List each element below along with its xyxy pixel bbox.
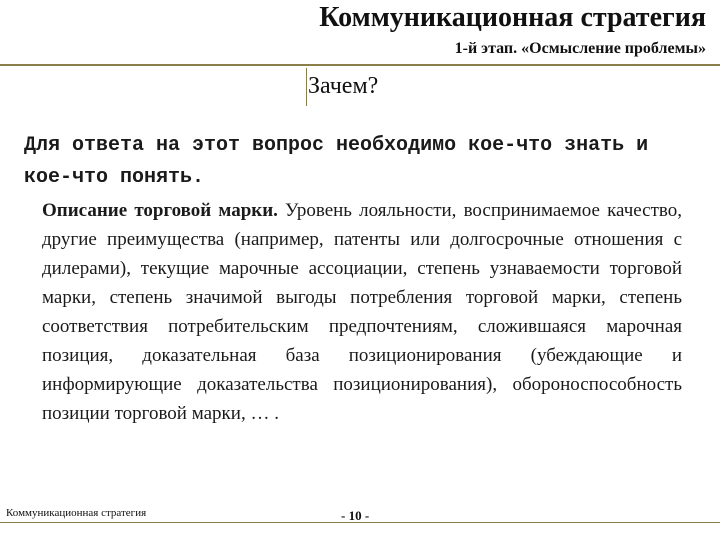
slide-subtitle: 1-й этап. «Осмысление проблемы» bbox=[454, 40, 706, 57]
slide-title: Коммуникационная стратегия bbox=[319, 2, 706, 33]
question-heading: Зачем? bbox=[308, 73, 379, 99]
body-bold-lead: Описание торговой марки. bbox=[42, 200, 278, 221]
header-divider bbox=[0, 64, 720, 66]
question-divider bbox=[306, 68, 307, 106]
body-paragraph bbox=[42, 196, 682, 428]
body-text: Уровень лояльности, воспринимаемое качество, другие преимущества (например, патенты или долгосрочные отношения с дилерами), текущие марочные ассоциации, степень узнаваемости торговой марки, степень значимой выгоды потребления торговой марки, степень соответствия потребительским предпочтениям, сложившаяся марочная позиция, доказательная база позиционирования (убеждающие и информирующие доказательства позиционирования), обороноспособность позиции торговой марки, … . bbox=[42, 200, 682, 424]
page-number: - 10 - bbox=[341, 508, 370, 523]
footer-label: Коммуникационная стратегия bbox=[6, 507, 147, 519]
lead-paragraph: Для ответа на этот вопрос необходимо кое-что знать и кое-что понять. bbox=[24, 134, 649, 189]
